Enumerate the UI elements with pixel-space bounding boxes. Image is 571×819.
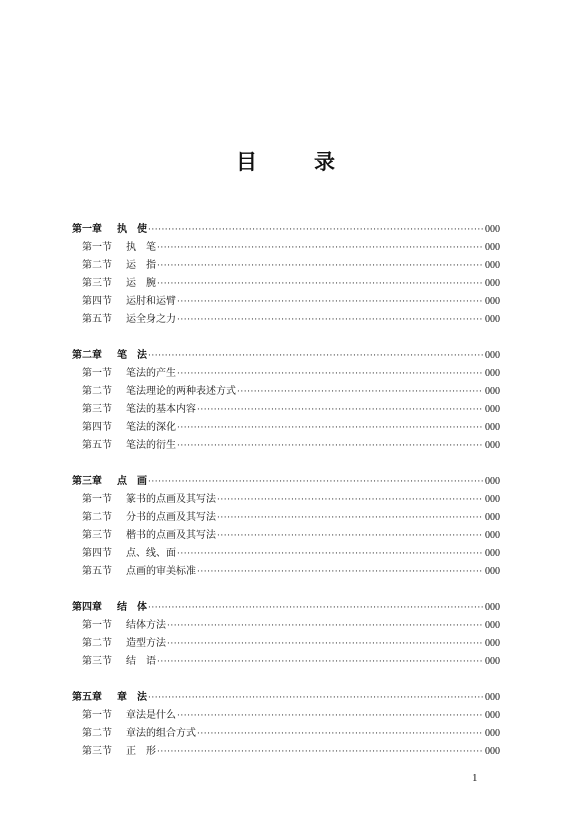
toc-section-entry-number: 第五节 — [82, 440, 112, 451]
toc-section-entry-page: 000 — [485, 728, 500, 739]
toc-section-entry-number: 第一节 — [82, 494, 112, 505]
toc-section-entry-number: 第三节 — [82, 278, 112, 289]
toc-section-entry-page: 000 — [485, 638, 500, 649]
toc-section-entry[interactable] — [72, 239, 500, 257]
toc-section-entry[interactable] — [72, 527, 500, 545]
toc-section-entry-page: 000 — [485, 440, 500, 451]
toc-chapter-entry-page: 000 — [485, 476, 500, 487]
toc-section-entry-number: 第一节 — [82, 710, 112, 721]
toc-chapter-entry-title: 结 体 — [117, 602, 147, 613]
toc-chapter-entry[interactable] — [72, 221, 500, 239]
toc-section-entry[interactable] — [72, 293, 500, 311]
toc-section-entry-title: 执 笔 — [126, 242, 156, 253]
page-number: 1 — [472, 772, 478, 784]
dot-leader — [167, 635, 483, 653]
toc-section-entry-title: 运全身之力 — [126, 314, 176, 325]
chapter-block — [72, 473, 500, 581]
dot-leader — [217, 527, 483, 545]
toc-section-entry[interactable] — [72, 275, 500, 293]
toc-section-entry-number: 第三节 — [82, 746, 112, 757]
toc-section-entry-page: 000 — [485, 566, 500, 577]
toc-section-entry-title: 笔法的深化 — [126, 422, 176, 433]
toc-section-entry-page: 000 — [485, 422, 500, 433]
toc-section-entry-number: 第五节 — [82, 314, 112, 325]
table-of-contents — [72, 221, 500, 779]
toc-section-entry[interactable] — [72, 725, 500, 743]
toc-section-entry-page: 000 — [485, 278, 500, 289]
toc-section-entry-page: 000 — [485, 494, 500, 505]
dot-leader — [177, 293, 483, 311]
toc-section-entry-number: 第二节 — [82, 638, 112, 649]
toc-section-entry-title: 点画的审美标准 — [126, 566, 196, 577]
toc-section-entry-title: 运 腕 — [126, 278, 156, 289]
toc-section-entry-number: 第三节 — [82, 530, 112, 541]
toc-section-entry-number: 第三节 — [82, 404, 112, 415]
toc-section-entry-number: 第二节 — [82, 260, 112, 271]
toc-section-entry-page: 000 — [485, 620, 500, 631]
toc-section-entry-title: 点、线、面 — [126, 548, 176, 559]
toc-chapter-entry-page: 000 — [485, 350, 500, 361]
toc-section-entry-page: 000 — [485, 386, 500, 397]
dot-leader — [157, 653, 483, 671]
dot-leader — [177, 311, 483, 329]
toc-section-entry-title: 分书的点画及其写法 — [126, 512, 216, 523]
toc-section-entry-title: 章法的组合方式 — [126, 728, 196, 739]
toc-chapter-entry-number: 第二章 — [72, 350, 102, 361]
chapter-block — [72, 347, 500, 455]
toc-section-entry-page: 000 — [485, 548, 500, 559]
toc-section-entry-number: 第五节 — [82, 566, 112, 577]
toc-section-entry-title: 正 形 — [126, 746, 156, 757]
dot-leader — [197, 725, 483, 743]
toc-section-entry[interactable] — [72, 257, 500, 275]
toc-section-entry[interactable] — [72, 635, 500, 653]
toc-section-entry-title: 结体方法 — [126, 620, 166, 631]
toc-chapter-entry-number: 第三章 — [72, 476, 102, 487]
toc-section-entry-number: 第四节 — [82, 422, 112, 433]
toc-section-entry-number: 第一节 — [82, 242, 112, 253]
toc-section-entry-title: 章法是什么 — [126, 710, 176, 721]
toc-section-entry[interactable] — [72, 653, 500, 671]
toc-chapter-entry[interactable] — [72, 599, 500, 617]
toc-section-entry-page: 000 — [485, 260, 500, 271]
toc-chapter-entry-page: 000 — [485, 692, 500, 703]
toc-section-entry-page: 000 — [485, 710, 500, 721]
dot-leader — [177, 365, 483, 383]
dot-leader — [197, 563, 483, 581]
toc-section-entry-page: 000 — [485, 746, 500, 757]
dot-leader — [148, 689, 483, 707]
toc-section-entry-number: 第三节 — [82, 656, 112, 667]
toc-chapter-entry-page: 000 — [485, 224, 500, 235]
toc-section-entry-page: 000 — [485, 314, 500, 325]
dot-leader — [157, 239, 483, 257]
dot-leader — [148, 473, 483, 491]
dot-leader — [217, 491, 483, 509]
toc-section-entry-title: 楷书的点画及其写法 — [126, 530, 216, 541]
toc-section-entry[interactable] — [72, 743, 500, 761]
toc-section-entry-number: 第二节 — [82, 728, 112, 739]
toc-section-entry-title: 笔法的产生 — [126, 368, 176, 379]
toc-section-entry[interactable] — [72, 401, 500, 419]
toc-section-entry-page: 000 — [485, 656, 500, 667]
toc-chapter-entry[interactable] — [72, 689, 500, 707]
dot-leader — [197, 401, 483, 419]
dot-leader — [148, 599, 483, 617]
dot-leader — [167, 617, 483, 635]
dot-leader — [177, 707, 483, 725]
toc-chapter-entry[interactable] — [72, 473, 500, 491]
toc-section-entry[interactable] — [72, 617, 500, 635]
toc-section-entry-title: 笔法的衍生 — [126, 440, 176, 451]
toc-section-entry-page: 000 — [485, 404, 500, 415]
toc-section-entry-number: 第四节 — [82, 548, 112, 559]
toc-section-entry[interactable] — [72, 707, 500, 725]
toc-section-entry[interactable] — [72, 545, 500, 563]
toc-section-entry-title: 篆书的点画及其写法 — [126, 494, 216, 505]
toc-section-entry-page: 000 — [485, 242, 500, 253]
toc-section-entry-number: 第一节 — [82, 620, 112, 631]
dot-leader — [157, 275, 483, 293]
toc-section-entry-title: 笔法的基本内容 — [126, 404, 196, 415]
toc-chapter-entry-title: 执 使 — [117, 224, 147, 235]
dot-leader — [148, 221, 483, 239]
dot-leader — [177, 545, 483, 563]
toc-chapter-entry-title: 点 画 — [117, 476, 147, 487]
toc-chapter-entry-title: 笔 法 — [117, 350, 147, 361]
chapter-block — [72, 599, 500, 671]
toc-chapter-entry-page: 000 — [485, 602, 500, 613]
dot-leader — [177, 419, 483, 437]
toc-section-entry-number: 第二节 — [82, 512, 112, 523]
dot-leader — [148, 347, 483, 365]
dot-leader — [157, 257, 483, 275]
dot-leader — [237, 383, 483, 401]
toc-section-entry-page: 000 — [485, 296, 500, 307]
toc-chapter-entry-number: 第五章 — [72, 692, 102, 703]
toc-section-entry[interactable] — [72, 437, 500, 455]
toc-section-entry-page: 000 — [485, 512, 500, 523]
toc-section-entry[interactable] — [72, 419, 500, 437]
toc-section-entry[interactable] — [72, 563, 500, 581]
toc-chapter-entry-number: 第一章 — [72, 224, 102, 235]
toc-section-entry[interactable] — [72, 383, 500, 401]
dot-leader — [177, 437, 483, 455]
toc-section-entry[interactable] — [72, 491, 500, 509]
toc-section-entry-title: 造型方法 — [126, 638, 166, 649]
dot-leader — [157, 743, 483, 761]
toc-chapter-entry-title: 章 法 — [117, 692, 147, 703]
toc-section-entry-title: 运 指 — [126, 260, 156, 271]
toc-section-entry-title: 结 语 — [126, 656, 156, 667]
toc-chapter-entry-number: 第四章 — [72, 602, 102, 613]
toc-section-entry-number: 第二节 — [82, 386, 112, 397]
toc-section-entry-title: 笔法理论的两种表述方式 — [126, 386, 236, 397]
chapter-block — [72, 221, 500, 329]
toc-section-entry-number: 第一节 — [82, 368, 112, 379]
page-title: 目 录 — [236, 149, 353, 174]
chapter-block — [72, 689, 500, 761]
toc-section-entry[interactable] — [72, 365, 500, 383]
toc-section-entry-number: 第四节 — [82, 296, 112, 307]
toc-section-entry[interactable] — [72, 509, 500, 527]
toc-section-entry-page: 000 — [485, 368, 500, 379]
toc-section-entry[interactable] — [72, 311, 500, 329]
toc-chapter-entry[interactable] — [72, 347, 500, 365]
toc-section-entry-page: 000 — [485, 530, 500, 541]
dot-leader — [217, 509, 483, 527]
toc-section-entry-title: 运肘和运臂 — [126, 296, 176, 307]
